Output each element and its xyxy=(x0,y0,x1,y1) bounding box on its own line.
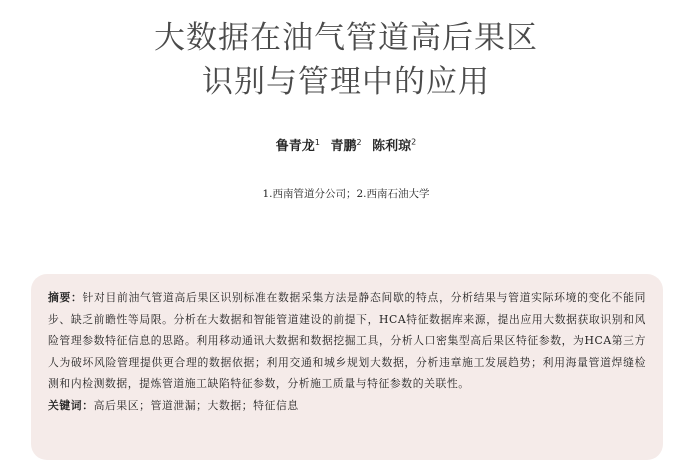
author-name: 陈利琼 xyxy=(372,139,412,154)
abstract-label: 摘要： xyxy=(48,291,83,304)
author-name: 鲁青龙 xyxy=(275,139,315,154)
keywords-label: 关键词： xyxy=(48,398,94,412)
keywords xyxy=(48,395,646,417)
abstract-body: 针对目前油气管道高后果区识别标准在数据采集方法是静态间歇的特点，分析结果与管道实际环境的变化不能同步、缺乏前瞻性等局限。分析在大数据和智能管道建设的前提下，HCA特征数据库来源，提出应用大数据获取识别和风险管理参数特征信息的思路。利用移动通讯大数据和数据挖掘工具，分析人口密集型高后果区特征参数，为HCA第三方人为破坏风险管理提供更合理的数据依据；利用交通和城乡规划大数据，分析违章施工发展趋势；利用海量管道焊缝检测和内检测数据，提炼管道施工缺陷特征参数，分析施工质量与特征参数的关联性。 xyxy=(48,291,646,391)
abstract xyxy=(48,287,646,395)
abstract-box xyxy=(31,274,663,460)
author-list xyxy=(0,135,692,154)
author-name: 青鹏 xyxy=(330,139,357,154)
author-affiliation-mark: 1 xyxy=(314,137,320,147)
paper-title-line-2: 识别与管理中的应用 xyxy=(202,64,490,100)
author-affiliation-mark: 2 xyxy=(356,137,362,147)
keywords-body: 高后果区；管道泄漏；大数据；特征信息 xyxy=(93,398,299,412)
affiliations: 1.西南管道分公司；2.西南石油大学 xyxy=(262,188,430,200)
paper-title-line-1: 大数据在油气管道高后果区 xyxy=(154,20,538,56)
author-affiliation-mark: 2 xyxy=(411,137,417,147)
